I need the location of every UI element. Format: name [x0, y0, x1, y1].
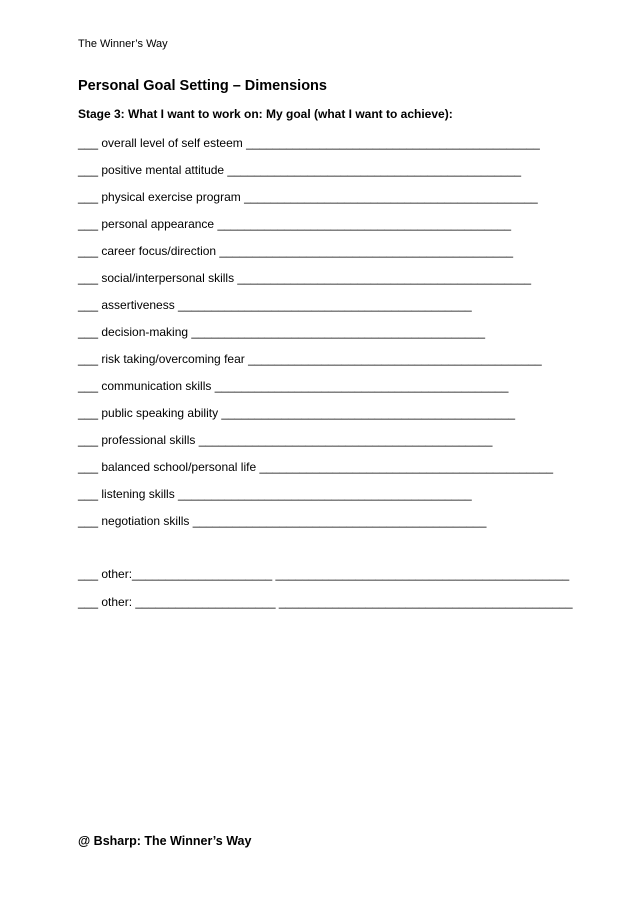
goal-item-social-skills[interactable]: ___ social/interpersonal skills ____________________________________________	[78, 271, 532, 285]
goal-item-physical-exercise[interactable]: ___ physical exercise program ____________________________________________	[78, 190, 538, 204]
goal-item-personal-appearance[interactable]: ___ personal appearance ____________________________________________	[78, 217, 512, 231]
goal-item-negotiation-skills[interactable]: ___ negotiation skills ____________________________________________	[78, 514, 487, 528]
goal-item-self-esteem[interactable]: ___ overall level of self esteem ____________________________________________	[78, 136, 540, 150]
goal-item-assertiveness[interactable]: ___ assertiveness ____________________________________________	[78, 298, 472, 312]
stage-prompt: Stage 3: What I want to work on: My goal (what I want to achieve):	[78, 107, 453, 121]
goal-item-positive-mental-attitude[interactable]: ___ positive mental attitude ____________________________________________	[78, 163, 522, 177]
goal-item-communication-skills[interactable]: ___ communication skills ____________________________________________	[78, 379, 509, 393]
goal-item-professional-skills[interactable]: ___ professional skills ____________________________________________	[78, 433, 493, 447]
goal-item-other-1[interactable]: ___ other:_____________________ ____________________________________________	[78, 567, 570, 581]
goal-item-career-focus[interactable]: ___ career focus/direction ____________________________________________	[78, 244, 514, 258]
goal-item-risk-taking[interactable]: ___ risk taking/overcoming fear ____________________________________________	[78, 352, 542, 366]
running-header: The Winner’s Way	[78, 38, 168, 50]
goal-item-public-speaking[interactable]: ___ public speaking ability ____________________________________________	[78, 406, 516, 420]
goal-item-school-life-balance[interactable]: ___ balanced school/personal life ____________________________________________	[78, 460, 554, 474]
goal-item-listening-skills[interactable]: ___ listening skills ____________________________________________	[78, 487, 472, 501]
goal-item-other-2[interactable]: ___ other: _____________________ ____________________________________________	[78, 595, 573, 609]
goal-item-decision-making[interactable]: ___ decision-making ____________________________________________	[78, 325, 486, 339]
page-title: Personal Goal Setting – Dimensions	[78, 78, 327, 94]
page-footer: @ Bsharp: The Winner’s Way	[78, 834, 252, 848]
